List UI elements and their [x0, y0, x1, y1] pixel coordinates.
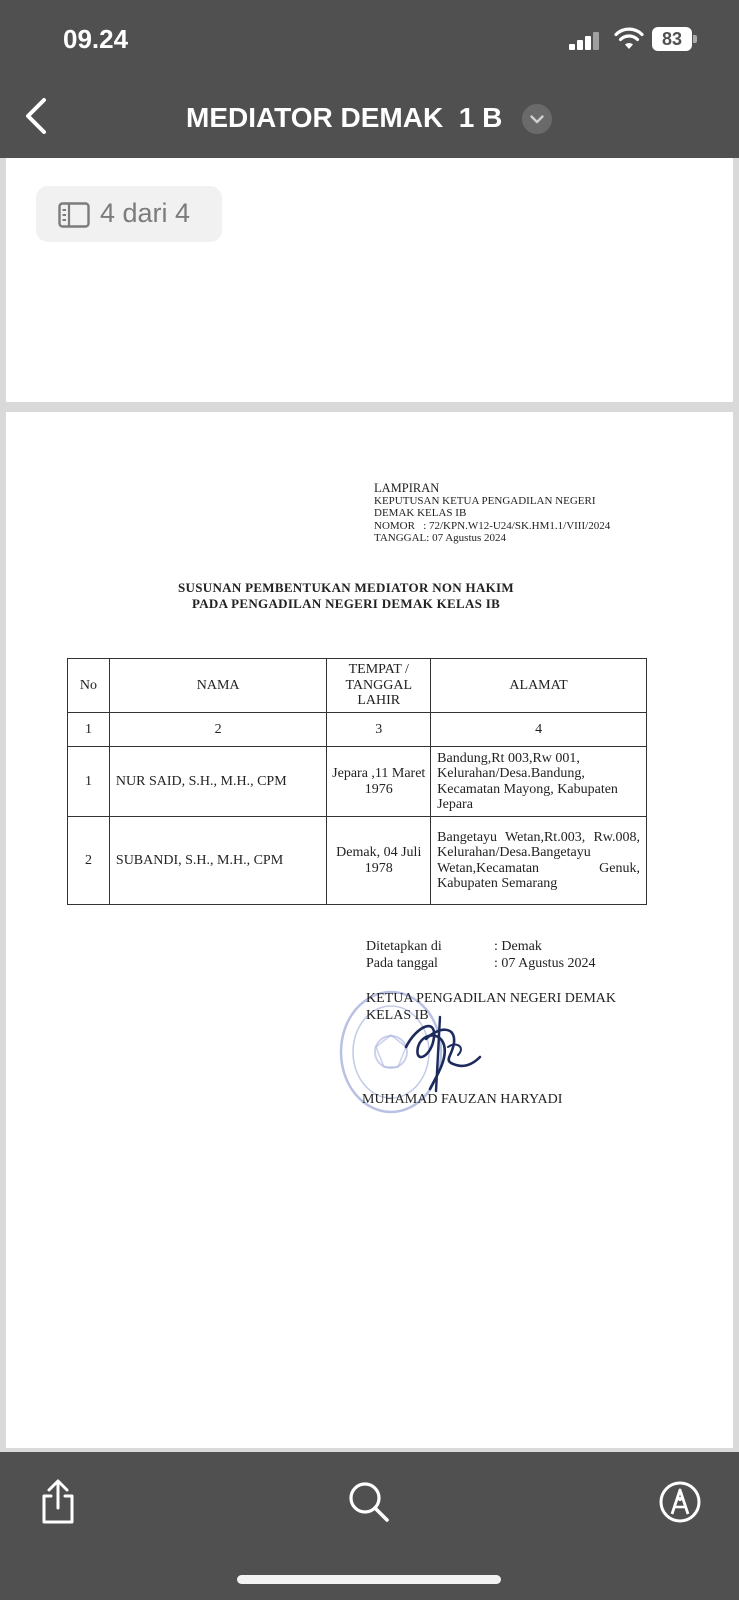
mediator-table	[67, 658, 647, 905]
column-header-no: No	[68, 659, 110, 713]
cellular-signal-icon	[569, 32, 601, 50]
sidebar-pages-icon	[58, 202, 90, 228]
cell-alamat: Bandung,Rt 003,Rw 001, Kelurahan/Desa.Bandung, Kecamatan Mayong, Kabupaten Jepara	[431, 747, 647, 817]
column-number: 1	[68, 713, 110, 747]
lampiran-header	[374, 482, 610, 545]
table-row	[68, 747, 647, 817]
column-header-nama: NAMA	[109, 659, 326, 713]
wifi-icon	[614, 27, 644, 51]
column-number: 3	[327, 713, 431, 747]
column-number-row	[68, 713, 647, 747]
signer-name: MUHAMAD FAUZAN HARYADI	[362, 1092, 563, 1107]
chevron-left-icon[interactable]	[18, 94, 58, 138]
cell-no: 1	[68, 747, 110, 817]
cell-nama: SUBANDI, S.H., M.H., CPM	[109, 817, 326, 905]
column-header-alamat: ALAMAT	[431, 659, 647, 713]
cell-nama: NUR SAID, S.H., M.H., CPM	[109, 747, 326, 817]
page-indicator[interactable]	[36, 186, 222, 242]
share-icon[interactable]	[34, 1478, 82, 1526]
lampiran-line: DEMAK KELAS IB	[374, 507, 467, 519]
status-time: 09.24	[63, 24, 129, 54]
column-header-ttl: TEMPAT / TANGGAL LAHIR	[327, 659, 431, 713]
battery-level: 83	[652, 27, 692, 51]
signature-icon	[396, 1007, 486, 1097]
page-indicator-label: 4 dari 4	[100, 198, 191, 228]
lampiran-line: NOMOR : 72/KPN.W12-U24/SK.HM1.1/VIII/2024	[374, 519, 611, 532]
heading-line: SUSUNAN PEMBENTUKAN MEDIATOR NON HAKIM	[178, 580, 514, 595]
table-row	[68, 817, 647, 905]
cell-alamat: Bangetayu Wetan,Rt.003, Rw.008, Kelurahan/Desa.Bangetayu Wetan,Kecamatan Genuk, Kabupaten Semarang	[431, 817, 647, 905]
cell-ttl: Demak, 04 Juli 1978	[327, 817, 431, 905]
lampiran-line: TANGGAL: 07 Agustus 2024	[374, 532, 507, 544]
markup-pen-icon[interactable]	[656, 1478, 704, 1526]
cell-ttl: Jepara ,11 Maret 1976	[327, 747, 431, 817]
home-indicator[interactable]	[237, 1575, 501, 1584]
tanggal-label: Pada tanggal	[366, 956, 438, 971]
heading-line: PADA PENGADILAN NEGERI DEMAK KELAS IB	[191, 596, 501, 611]
ditetapkan-value: : Demak	[494, 939, 542, 954]
document-heading	[6, 580, 686, 612]
document-page-4	[6, 412, 733, 1448]
ketua-line: KETUA PENGADILAN NEGERI DEMAK	[366, 991, 617, 1006]
ketua-line: KELAS IB	[366, 1008, 429, 1023]
status-bar	[0, 0, 739, 80]
column-number: 4	[431, 713, 647, 747]
column-number: 2	[109, 713, 326, 747]
ditetapkan-labels	[366, 938, 442, 972]
tanggal-value: : 07 Agustus 2024	[494, 956, 596, 971]
table-header-row	[68, 659, 647, 713]
search-icon[interactable]	[345, 1478, 393, 1526]
battery-icon	[652, 27, 698, 51]
nav-bar	[0, 80, 739, 158]
cell-no: 2	[68, 817, 110, 905]
lampiran-line: LAMPIRAN	[374, 481, 440, 495]
chevron-down-icon[interactable]	[522, 104, 552, 134]
ditetapkan-label: Ditetapkan di	[366, 939, 442, 954]
lampiran-line: KEPUTUSAN KETUA PENGADILAN NEGERI	[374, 494, 596, 507]
document-title[interactable]: MEDIATOR DEMAK 1 B	[186, 102, 503, 133]
ditetapkan-values	[494, 938, 596, 972]
